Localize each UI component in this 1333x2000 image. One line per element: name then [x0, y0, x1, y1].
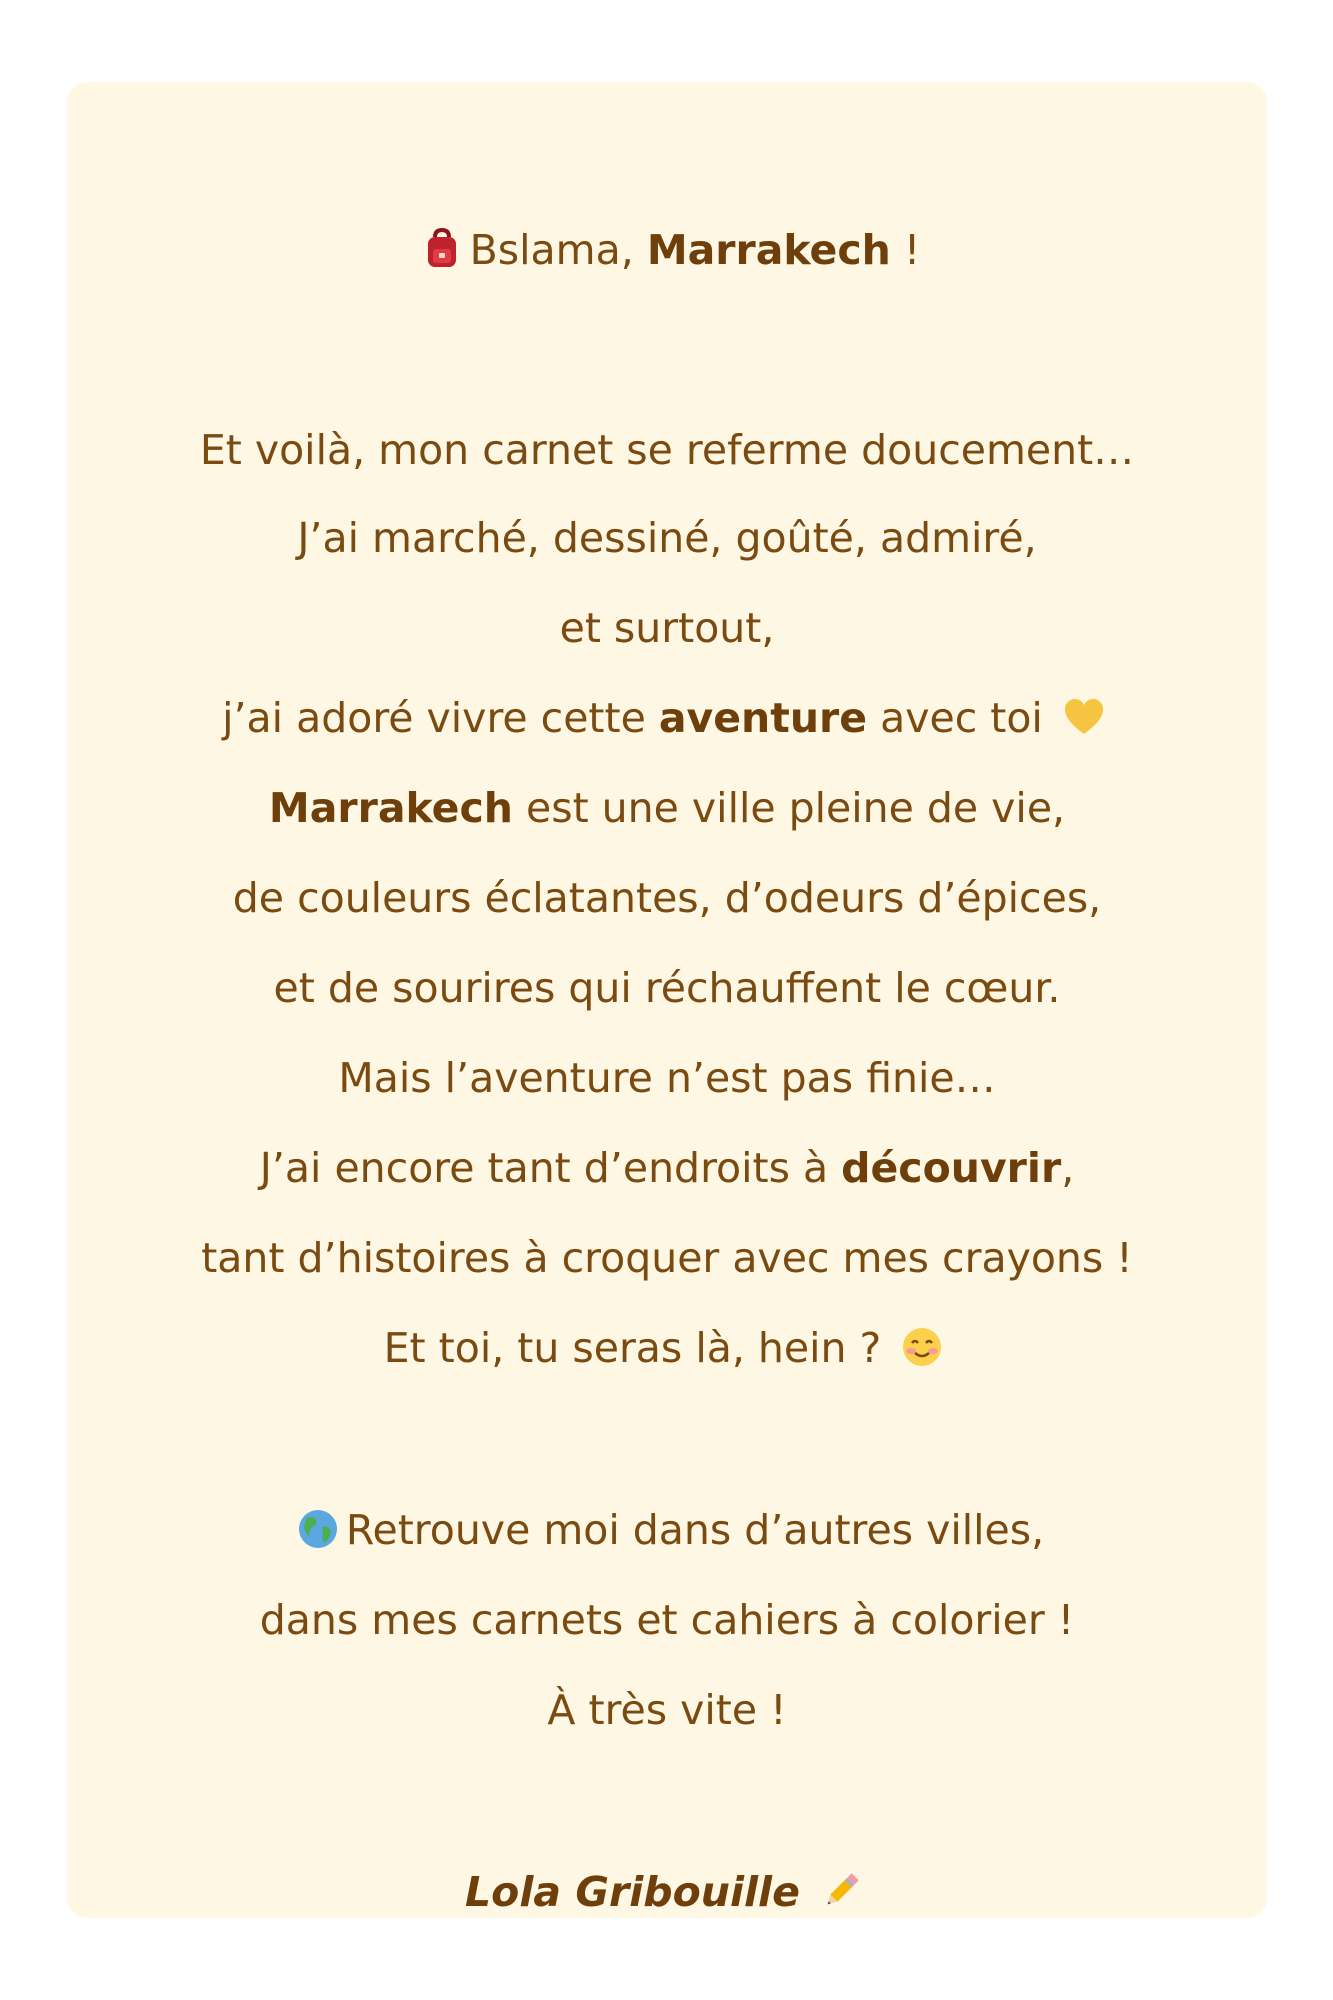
- signature: [67, 1862, 1267, 1922]
- greeting-line: [67, 220, 1267, 280]
- signature-name: Lola Gribouille: [465, 1868, 800, 1916]
- text-line-4-end: avec toi: [867, 694, 1043, 742]
- text-line-10: tant d’histoires à croquer avec mes crayons !: [201, 1234, 1133, 1282]
- highlight-decouvrir: découvrir: [841, 1144, 1062, 1192]
- highlight-marrakech: Marrakech: [268, 784, 513, 832]
- text-line-12: [67, 1500, 1267, 1560]
- text-line-11-text: Et toi, tu seras là, hein ?: [383, 1324, 882, 1372]
- text-line-8: Mais l’aventure n’est pas finie…: [338, 1054, 996, 1102]
- backpack-icon: [420, 227, 464, 271]
- text-line-9: [67, 1138, 1267, 1198]
- text-line-13: dans mes carnets et cahiers à colorier !: [259, 1596, 1075, 1644]
- text-line-7: et de sourires qui réchauffent le cœur.: [273, 964, 1061, 1012]
- text-line-2: J’ai marché, dessiné, goûté, admiré,: [297, 514, 1037, 562]
- text-line-14: À très vite !: [547, 1686, 787, 1734]
- text-line-12-text: Retrouve moi dans d’autres villes,: [345, 1506, 1045, 1554]
- text-line-4-start: j’ai adoré vivre cette: [222, 694, 659, 742]
- letter-card: [67, 82, 1267, 1918]
- greeting-prefix: Bslama,: [469, 226, 647, 274]
- pencil-icon: [819, 1869, 863, 1913]
- greeting-city: Marrakech: [646, 226, 891, 274]
- text-line-1: Et voilà, mon carnet se referme doucement…: [199, 426, 1135, 474]
- text-line-3: et surtout,: [559, 604, 775, 652]
- greeting-suffix: !: [890, 226, 921, 274]
- text-line-9-end: ,: [1061, 1144, 1075, 1192]
- globe-icon: [296, 1507, 340, 1551]
- text-line-4: [67, 688, 1267, 748]
- text-line-5-end: est une ville pleine de vie,: [512, 784, 1066, 832]
- text-line-9-start: J’ai encore tant d’endroits à: [259, 1144, 842, 1192]
- smiling-face-icon: [900, 1325, 944, 1369]
- text-line-6: de couleurs éclatantes, d’odeurs d’épices,: [232, 874, 1102, 922]
- highlight-aventure: aventure: [658, 694, 868, 742]
- text-line-11: [67, 1318, 1267, 1378]
- yellow-heart-icon: [1062, 695, 1106, 739]
- text-line-5: [67, 778, 1267, 838]
